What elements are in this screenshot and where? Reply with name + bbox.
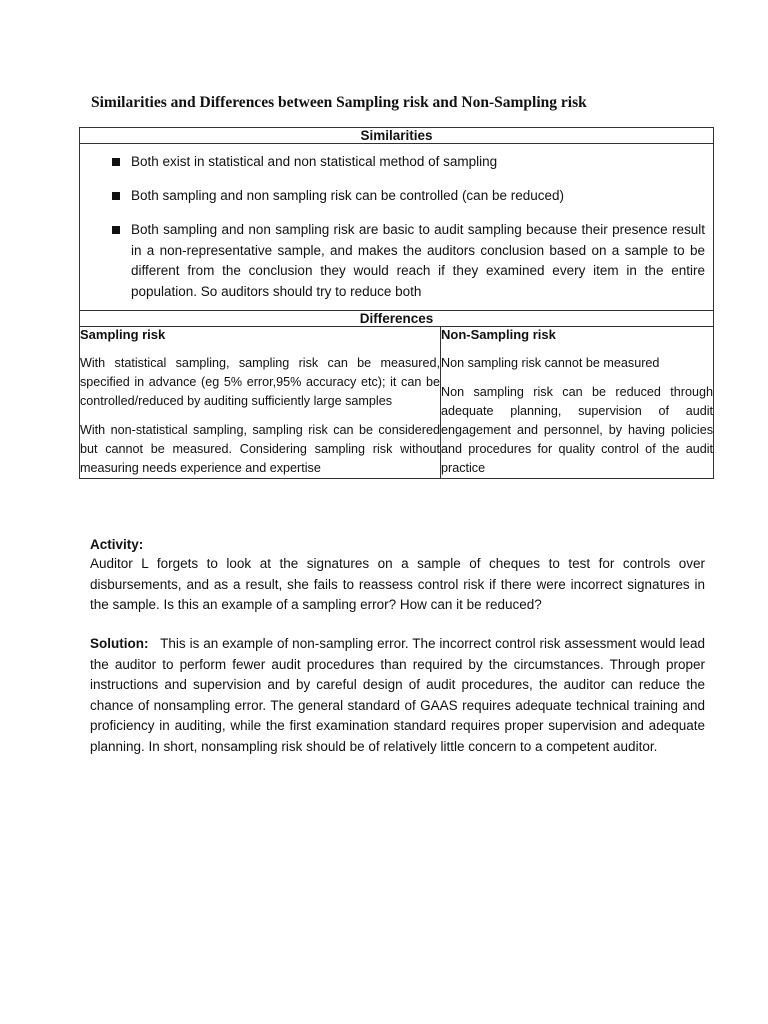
sampling-risk-paragraph: With statistical sampling, sampling risk can be measured, specified in advance (eg 5% error,95% accuracy etc); it can be controlled/reduced by auditing sufficiently large samples bbox=[80, 356, 440, 408]
similarity-text: Both sampling and non sampling risk are basic to audit sampling because their presence result in a non-representative sample, and makes the auditors conclusion based on a sample to be different from the conclusion they would reach if they examined every item in the entire population. So auditors should try to reduce both bbox=[131, 222, 706, 299]
solution-section bbox=[90, 634, 705, 757]
similarity-text: Both exist in statistical and non statistical method of sampling bbox=[131, 154, 498, 169]
similarity-item bbox=[80, 186, 705, 207]
similarities-heading: Similarities bbox=[80, 128, 714, 144]
non-sampling-risk-heading: Non-Sampling risk bbox=[441, 327, 556, 342]
sampling-risk-heading: Sampling risk bbox=[80, 327, 166, 342]
square-bullet-icon bbox=[112, 226, 120, 234]
non-sampling-risk-cell bbox=[441, 327, 714, 479]
similarities-cell bbox=[80, 144, 714, 311]
similarities-list bbox=[80, 144, 713, 310]
activity-section bbox=[90, 536, 705, 616]
sampling-risk-cell bbox=[80, 327, 441, 479]
similarities-row bbox=[80, 144, 714, 311]
differences-header-row bbox=[80, 311, 714, 327]
differences-row bbox=[80, 327, 714, 479]
solution-label: Solution: bbox=[90, 636, 149, 651]
activity-heading: Activity: bbox=[90, 537, 144, 552]
similarity-text: Both sampling and non sampling risk can be controlled (can be reduced) bbox=[131, 188, 565, 203]
sampling-risk-paragraph: With non-statistical sampling, sampling risk can be considered but cannot be measured. Considering sampling risk without measuring needs experience and expertise bbox=[80, 423, 440, 475]
similarity-item bbox=[80, 220, 705, 302]
similarities-header-row bbox=[80, 128, 714, 144]
square-bullet-icon bbox=[112, 192, 120, 200]
activity-text: Auditor L forgets to look at the signatures on a sample of cheques to test for controls over disbursements, and as a result, she fails to reassess control risk if there were incorrect signatures in the sample. Is this an example of a sampling error? How can it be reduced? bbox=[90, 556, 705, 612]
similarity-item bbox=[80, 152, 705, 173]
document-title: Similarities and Differences between Sampling risk and Non-Sampling risk bbox=[91, 94, 587, 111]
solution-text: This is an example of non-sampling error. The incorrect control risk assessment would lead the auditor to perform fewer audit procedures than required by the circumstances. Through proper instructions and supervision and by careful design of audit procedures, the auditor can reduce the chance of nonsampling error. The general standard of GAAS requires adequate technical training and proficiency in auditing, while the first examination standard requires proper supervision and adequate planning. In short, nonsampling risk should be of relatively little concern to a competent auditor. bbox=[90, 636, 705, 754]
square-bullet-icon bbox=[112, 158, 120, 166]
comparison-table bbox=[79, 127, 714, 479]
differences-heading: Differences bbox=[80, 311, 714, 327]
non-sampling-risk-paragraph: Non sampling risk can be reduced through adequate planning, supervision of audit engagement and personnel, by having policies and procedures for quality control of the audit practice bbox=[441, 385, 714, 475]
non-sampling-risk-paragraph: Non sampling risk cannot be measured bbox=[441, 356, 660, 370]
